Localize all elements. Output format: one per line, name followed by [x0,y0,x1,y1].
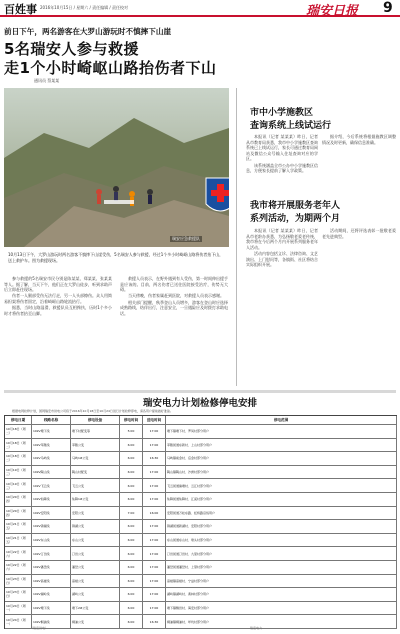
table-row [5,615,397,629]
table-cell: 潘岱街道潘岱村、上望村部分用户 [166,561,397,574]
story3-column-1 [246,228,318,268]
paragraph: 相关部门提醒，秋季登山人员增多，游客在登山时应选择成熟路线，结伴出行，注意安全，一旦遇险应及时拨打求助电话。 [120,299,228,316]
paragraph: 活动内容包括义诊、法律咨询、文艺演出、上门慰问等，各镇街、社区将结合实际组织开展。 [246,250,318,268]
table-cell: 10月20日（周四） [5,493,32,506]
table-cell: 东山公变 [71,534,120,547]
paragraph: 该系统涵盖全市公办中小学施教区信息，方便家长提前了解入学政策。 [246,162,318,174]
table-cell: 17:00 [143,588,166,601]
table-cell: 10kV飞云线 [32,479,71,492]
table-cell: 仙降1#公变 [71,493,120,506]
table-cell: 6:00 [120,439,143,452]
table-cell: 莘塍公变 [71,439,120,452]
dateline: 2016年10月15日 / 星期六 / 责任编辑 / 责任校对 [40,5,129,10]
story3-column-2 [322,228,396,240]
table-cell: 10月23日（周日） [5,575,32,588]
table-cell: 马屿镇前金村、后金村部分用户 [166,452,397,465]
table-cell: 10月24日（周一） [5,615,32,628]
table-row [5,493,397,507]
table-row [5,466,397,480]
paragraph: 据介绍，今后系统将根据施教区调整情况及时更新，确保信息准确。 [322,134,396,145]
table-cell: 10月21日（周五） [5,520,32,533]
table-cell: 10kV汀田线 [32,547,71,560]
table-row [5,425,397,439]
table-cell: 17:00 [143,561,166,574]
column-header: 停电时间 [120,416,143,424]
table-row [5,507,397,521]
paragraph: 伤者一人腿部受伤无法行走，另一人头部擦伤。众人用简易担架将伤者固定，沿着崎岖山路轮流抬行。 [4,293,112,304]
rescue-team-logo [204,176,229,220]
table-cell: 17:00 [143,602,166,615]
table-cell: 塘下村配变等 [71,425,120,438]
lead-headline-2: 走1个小时崎岖山路抬伤者下山 [4,59,217,77]
table-cell: 东山街道东山村、埭头村部分用户 [166,534,397,547]
table-cell: 10kV桐浦线 [32,615,71,628]
footer-right: 瑞安电力 [250,626,263,630]
table-cell: 6:00 [120,615,143,628]
table-cell: 10月21日（周五） [5,534,32,547]
shield-icon [204,176,229,220]
table-cell: 10kV马屿线 [32,452,71,465]
story2-headline-1: 市中小学施教区 [250,108,314,118]
table-note: 根据电网检修计划，国网瑞安市供电公司将于2016年10月18日至10月24日进行计划检修停电，请各用户提前做好准备。 [12,409,173,413]
table-cell: 17:00 [143,479,166,492]
column-header: 停电设备 [71,416,120,424]
lead-kicker: 前日下午，两名游客在大罗山游玩时不慎摔下山崖 [4,27,172,36]
table-cell: 塘下镇塘下村、罗凤村部分用户 [166,425,397,438]
story2-column-2 [322,134,396,146]
table-cell: 锦湖街道新湖村、安阳村部分用户 [166,520,397,533]
footer-left: （瑞安供电） [30,626,49,630]
paragraph: 当天傍晚，伤者家属赶到医院，对救援人员表示感谢。 [128,293,224,299]
story3-headline-2: 系列活动，为期两个月 [250,214,341,224]
paragraph: 据悉，当时山路湿滑，救援队员互相搀扶，历时1个多小时才将伤者抬至山脚。 [4,305,112,316]
table-cell: 17:00 [143,466,166,479]
table-row [5,588,397,602]
table-cell: 马屿1#公变 [71,452,120,465]
table-cell: 6:00 [120,588,143,601]
table-cell: 16:00 [143,507,166,520]
paragraph: 本报讯（记者 某某某）昨日，记者从市教育局获悉，我市中小学施教区查询系统已上线试运行，家长可通过教育局网站及微信公众号输入住址查询对应的学区。 [246,134,318,162]
column-header: 线路名称 [32,416,71,424]
table-title: 瑞安电力计划检修停电安排 [142,398,257,409]
story2-column-1 [246,134,318,174]
table-cell: 10月22日（周六） [5,547,32,560]
table-row [5,602,397,616]
paragraph: 本报讯（记者 某某某）昨日，记者从市老龄办获悉，为弘扬敬老爱老传统，我市将在今后两个月内开展系列服务老年人活动。 [246,228,318,250]
table-row [5,452,397,466]
table-cell: 汀田街道汀田村、九里村部分用户 [166,547,397,560]
table-cell: 17:00 [143,534,166,547]
table-cell: 6:00 [120,602,143,615]
table-cell: 陶山镇陶山村、沙洲村部分用户 [166,466,397,479]
table-cell: 高楼镇高楼村、宁益村部分用户 [166,575,397,588]
table-cell: 6:00 [120,452,143,465]
table-cell: 10kV湖岭线 [32,588,71,601]
paragraph: 参与救援的5名瑞安市民分别是陈某某、郑某某、张某某等人。据了解，当天下午，他们正在大罗山徒步，听到求助声后立即赶往现场。 [4,276,112,293]
paragraph: 救援人员表示，在野外遇到有人受伤，第一时间伸出援手是应该的。目前，两名伤者已送往医院接受治疗，伤势无大碍。 [120,276,228,293]
table-cell: 17:00 [143,493,166,506]
table-cell: 17:00 [143,425,166,438]
story2-headline-2: 查询系统上线试运行 [250,121,332,131]
column-divider [236,88,237,386]
table-row [5,534,397,548]
table-cell: 桐浦镇桐浦村、垟坑村部分用户 [166,615,397,628]
story3-headline-1: 我市将开展服务老年人 [250,201,341,211]
page-number: 9 [383,0,393,16]
table-cell: 6:00 [120,561,143,574]
table-cell: 17:00 [143,547,166,560]
table-cell: 莘塍街道东新村、上山村部分用户 [166,439,397,452]
table-cell: 10月19日（周三） [5,466,32,479]
table-cell: 10月18日（周二） [5,452,32,465]
table-cell: 16:30 [143,615,166,628]
table-cell: 17:00 [143,439,166,452]
table-cell: 6:00 [120,466,143,479]
table-cell: 潘岱公变 [71,561,120,574]
table-cell: 10月22日（周六） [5,561,32,574]
table-row [5,520,397,534]
table-cell: 10kV塘下线 [32,602,71,615]
table-cell: 陶山村配变 [71,466,120,479]
column-header: 送电时间 [143,416,166,424]
table-cell: 10kV仙降线 [32,493,71,506]
rescue-photo [4,88,229,247]
table-cell: 桐浦公变 [71,615,120,628]
section-rule [4,390,396,393]
table-cell: 湖岭镇湖岭村、黄林村部分用户 [166,588,397,601]
table-row [5,575,397,589]
table-cell: 6:00 [120,479,143,492]
paper-title: 瑞安日报 [306,4,359,19]
table-cell: 高楼公变 [71,575,120,588]
byline: 通讯员 蔡某某 [34,78,60,83]
table-cell: 6:00 [120,493,143,506]
mountain-image [4,88,229,247]
table-cell: 10月19日（周三） [5,479,32,492]
table-cell: 塘下镇鲍田村、海安村部分用户 [166,602,397,615]
table-row [5,439,397,453]
table-cell: 10kV塘下线 [32,425,71,438]
table-cell: 10月18日（周二） [5,425,32,438]
table-cell: 锦湖公变 [71,520,120,533]
table-cell: 10kV潘岱线 [32,561,71,574]
table-cell: 10月18日（周二） [5,439,32,452]
table-cell: 17:00 [143,520,166,533]
table-row [5,547,397,561]
table-cell: 10月20日（周四） [5,507,32,520]
lead-headline-1: 5名瑞安人参与救援 [4,40,139,58]
table-cell: 安阳街道万松东路、虹桥路沿线用户 [166,507,397,520]
table-cell: 汀田公变 [71,547,120,560]
table-cell: 塘下2#公变 [71,602,120,615]
column-header: 停电日期 [5,416,32,424]
table-cell: 湖岭公变 [71,588,120,601]
table-cell: 7:00 [120,507,143,520]
table-row [5,561,397,575]
table-cell: 6:00 [120,547,143,560]
paragraph: 活动期间，还将评选表彰一批敬老爱老先进典型。 [322,228,396,239]
table-row [5,479,397,493]
photo-label: 瑞安应急救援队 [172,236,200,241]
page-header [0,0,400,17]
photo-caption: 10月13日下午，大罗山游玩时两名游客不慎摔下山崖受伤，5名瑞安人参与救援，经过1个多小时崎岖山路将伤者抬下山，送上救护车。图为救援现场。 [8,252,224,263]
lead-column-2 [120,276,228,317]
table-cell: 10kV锦湖线 [32,520,71,533]
table-cell: 仙降街道仙降村、江溪村部分用户 [166,493,397,506]
table-cell: 10kV陶山线 [32,466,71,479]
table-cell: 10kV安阳线 [32,507,71,520]
section-title: 百姓事 [4,3,37,16]
outage-table [4,415,397,629]
table-cell: 17:00 [143,575,166,588]
table-cell: 10kV高楼线 [32,575,71,588]
table-cell: 10kV东山线 [32,534,71,547]
lead-column-1 [4,276,112,317]
table-cell: 6:00 [120,534,143,547]
table-cell: 飞云公变 [71,479,120,492]
table-cell: 6:00 [120,575,143,588]
table-cell: 10月24日（周一） [5,602,32,615]
table-header-row [5,416,397,425]
table-cell: 10月23日（周日） [5,588,32,601]
table-cell: 6:00 [120,520,143,533]
table-cell: 10kV莘塍线 [32,439,71,452]
table-cell: 飞云街道渔塘村、云江村部分用户 [166,479,397,492]
table-cell: 5:00 [120,425,143,438]
table-cell: 16:30 [143,452,166,465]
table-cell: 安阳公变 [71,507,120,520]
column-header: 停电范围 [166,416,397,424]
